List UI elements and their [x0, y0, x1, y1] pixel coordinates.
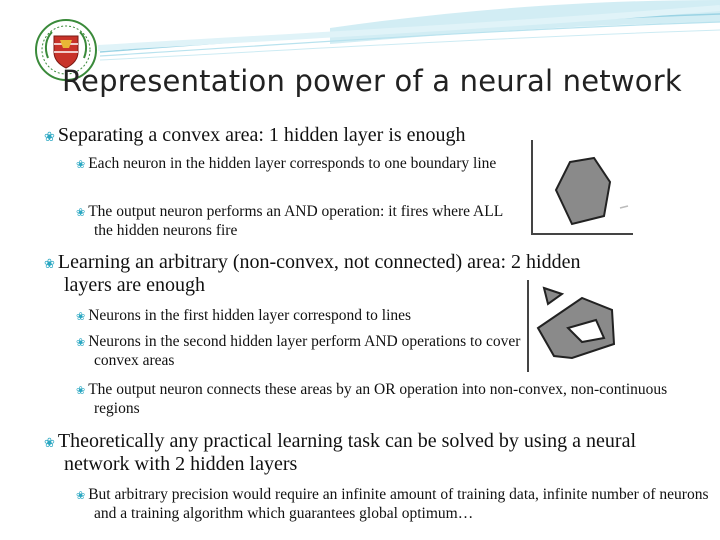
sub-bullet-boundary-line [76, 155, 514, 174]
bullet-text: Theoretically any practical learning task can be solved by using a neural network with 2 hidden layers [57, 430, 637, 476]
nonconvex-region-figure [524, 280, 634, 375]
sub-bullet-text: The output neuron connects these areas by an OR operation into non-convex, non-continuous regions [88, 381, 668, 417]
convex-region-figure [528, 140, 638, 240]
bullet-arbitrary-area [44, 251, 604, 298]
sub-bullet-text: The output neuron performs an AND operation: it fires where ALL the hidden neurons fire [88, 203, 503, 239]
sub-bullet-precision [76, 486, 710, 523]
sub-bullet-or-operation [76, 381, 710, 418]
wave-bullet-icon: ❀ [76, 384, 86, 397]
wave-bullet-icon: ❀ [44, 130, 55, 145]
wave-bullet-icon: ❀ [44, 436, 55, 451]
sub-bullet-text: Neurons in the first hidden layer correspond to lines [88, 307, 412, 324]
wave-bullet-icon: ❀ [76, 310, 86, 323]
wave-bullet-icon: ❀ [44, 257, 55, 272]
wave-bullet-icon: ❀ [76, 206, 86, 219]
bullet-convex-area [44, 124, 534, 147]
bullet-text: Separating a convex area: 1 hidden layer is enough [57, 124, 466, 146]
sub-bullet-first-layer [76, 307, 534, 326]
sub-bullet-second-layer [76, 333, 534, 370]
wave-bullet-icon: ❀ [76, 336, 86, 349]
sub-bullet-and-operation [76, 203, 524, 240]
sub-bullet-text: Neurons in the second hidden layer perform AND operations to cover convex areas [88, 333, 521, 369]
sub-bullet-text: But arbitrary precision would require an infinite amount of training data, infinite number of neurons and a training algorithm which guarantees global optimum… [88, 486, 709, 522]
wave-bullet-icon: ❀ [76, 158, 86, 171]
bullet-text: Learning an arbitrary (non-convex, not connected) area: 2 hidden layers are enough [57, 251, 581, 297]
wave-bullet-icon: ❀ [76, 489, 86, 502]
slide-title: Representation power of a neural network [62, 64, 682, 98]
sub-bullet-text: Each neuron in the hidden layer corresponds to one boundary line [88, 155, 497, 172]
bullet-theoretical-capability [44, 430, 684, 477]
